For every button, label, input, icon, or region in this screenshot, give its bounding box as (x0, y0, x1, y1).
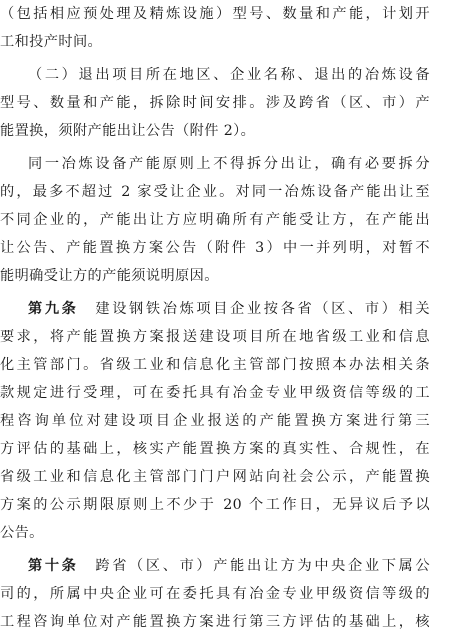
text-line (0, 409, 467, 433)
text-line (0, 152, 467, 176)
text-line (0, 297, 467, 321)
line-text: 型号、数量和产能，拆除时间安排。涉及跨省（区、市）产 (0, 95, 430, 111)
line-text: 化主管部门。省级工业和信息化主管部门按照本办法相关条 (0, 357, 430, 373)
line-text: 司的，所属中央企业可在委托具有冶金专业甲级资信等级的 (0, 586, 430, 602)
line-text: 不同企业的，产能出让方应明确所有产能受让方，在产能出 (0, 212, 430, 228)
line-text: 建设钢铁冶炼项目企业按各省（区、市）相关 (95, 301, 430, 317)
line-text: 的，最多不超过 2 家受让企业。对同一冶炼设备产能出让至 (0, 184, 430, 200)
text-line (0, 180, 467, 204)
text-line (0, 236, 467, 260)
text-line (0, 465, 467, 489)
text-line (0, 610, 467, 634)
text-line (0, 208, 467, 232)
text-line (0, 437, 467, 461)
article-number: 第十条 (28, 558, 79, 574)
text-line (0, 554, 467, 578)
text-line (0, 493, 467, 517)
text-line (0, 91, 467, 115)
line-text: （二）退出项目所在地区、企业名称、退出的冶炼设备 (28, 67, 430, 83)
text-line (0, 521, 467, 545)
line-text: 让公告、产能置换方案公告（附件 3）中一并列明，对暂不 (0, 240, 430, 256)
text-line (0, 353, 467, 377)
line-text: 要求，将产能置换方案报送建设项目所在地省级工业和信息 (0, 329, 430, 345)
line-text: 程咨询单位对建设项目企业报送的产能置换方案进行第三 (0, 413, 430, 429)
line-text: 工程咨询单位对产能置换方案进行第三方评估的基础上，核 (0, 614, 430, 630)
text-line (0, 381, 467, 405)
text-line (0, 582, 467, 606)
article-number: 第九条 (28, 301, 79, 317)
line-text: 方案的公示期限原则上不少于 20 个工作日，无异议后予以 (0, 497, 430, 513)
text-line (0, 30, 467, 54)
line-text: 同一冶炼设备产能原则上不得拆分出让，确有必要拆分 (28, 156, 430, 172)
line-text: （包括相应预处理及精炼设施）型号、数量和产能，计划开 (0, 6, 430, 22)
text-line (0, 119, 467, 143)
line-text: 款规定进行受理，可在委托具有冶金专业甲级资信等级的工 (0, 385, 430, 401)
text-line (0, 325, 467, 349)
text-line (0, 63, 467, 87)
text-line (0, 2, 467, 26)
text-line (0, 264, 467, 288)
line-text: 方评估的基础上，核实产能置换方案的真实性、合规性，在 (0, 441, 430, 457)
line-text: 跨省（区、市）产能出让方为中央企业下属公 (95, 558, 430, 574)
line-text: 工和投产时间。 (0, 34, 103, 50)
line-text: 公告。 (0, 525, 44, 541)
line-text: 省级工业和信息化主管部门门户网站向社会公示，产能置换 (0, 469, 430, 485)
line-text: 能明确受让方的产能须说明原因。 (0, 268, 219, 284)
line-text: 能置换，须附产能出让公告（附件 2）。 (0, 123, 256, 139)
